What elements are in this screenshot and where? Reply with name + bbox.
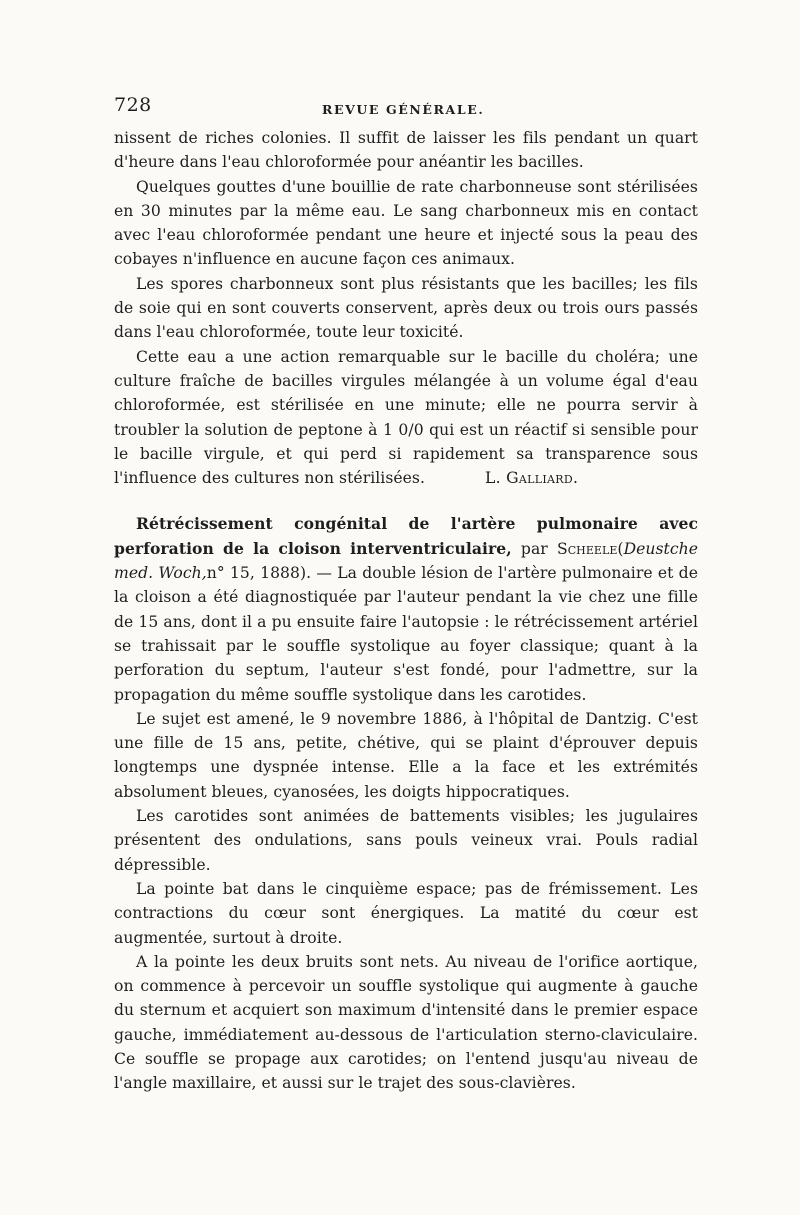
article-title: Rétrécissement congénital de l'artère pulmonaire avec perforation de la cloison interventriculaire,	[114, 514, 698, 558]
paragraph-text: Cette eau a une action remarquable sur le bacille du choléra; une culture fraîche de bacilles virgules mélangée à un volume égal d'eau chloroformée, est stérilisée en une minute; elle ne pourra servir à troubler la solution de peptone à 1 0/0 qui est un réactif si sensible pour le bacille virgule, et qui perd si rapidement sa transparence sous l'influence des cultures non stérilisées.	[114, 347, 698, 488]
article-author: Scheele	[556, 539, 618, 558]
paragraph: Le sujet est amené, le 9 novembre 1886, à l'hôpital de Dantzig. C'est une fille de 15 ans, petite, chétive, qui se plaint d'éprouver depuis longtemps une dyspnée intense. Elle a la face et les extrémités absolument bleues, cyanosées, les doigts hippocratiques.	[114, 709, 698, 801]
article-heading-paragraph	[114, 512, 698, 706]
paragraph	[114, 345, 698, 491]
running-header	[114, 94, 698, 126]
paragraph: A la pointe les deux bruits sont nets. Au niveau de l'orifice aortique, on commence à percevoir un souffle systolique qui augmente à gauche du sternum et acquiert son maximum d'intensité dans le premier espace gauche, immédiatement au-dessous de l'articulation sterno-claviculaire. Ce souffle se propage aux carotides; on l'entend jusqu'au niveau de l'angle maxillaire, et aussi sur le trajet des sous-clavières.	[114, 952, 698, 1093]
running-title: REVUE GÉNÉRALE.	[322, 102, 485, 117]
article-abstract: n° 15, 1888). — La double lésion de l'artère pulmonaire et de la cloison a été diagnostiquée par l'auteur pendant la vie chez une fille de 15 ans, dont il a pu ensuite faire l'autopsie : le rétrécissement artériel se trahissait par le souffle systolique au foyer classique; quant à la perforation du septum, l'auteur s'est fondé, pour l'admettre, sur la propagation du même souffle systolique dans les carotides.	[114, 564, 698, 704]
paragraph: La pointe bat dans le cinquième espace; pas de frémissement. Les contractions du cœur sont énergiques. La matité du cœur est augmentée, surtout à droite.	[114, 879, 698, 947]
citation-open: (	[617, 539, 624, 558]
page-number: 728	[114, 94, 152, 116]
article-by: par	[520, 539, 548, 558]
paragraph: Les carotides sont animées de battements visibles; les jugulaires présentent des ondulations, sans pouls veineux vrai. Pouls radial dépressible.	[114, 807, 698, 874]
book-page	[114, 94, 698, 1096]
paragraph: Quelques gouttes d'une bouillie de rate charbonneuse sont stérilisées en 30 minutes par la même eau. Le sang charbonneux mis en contact avec l'eau chloroformée pendant une heure et injecté sous la peau des cobayes n'influence en aucune façon ces animaux.	[114, 177, 698, 269]
paragraph: Les spores charbonneux sont plus résistants que les bacilles; les fils de soie qui en sont couverts conservent, après deux ou trois ours passés dans l'eau chloroformée, toute leur toxicité.	[114, 274, 698, 342]
author-signature: L. Galliard.	[485, 469, 579, 488]
journal-name: Deustche med. Woch,	[114, 539, 699, 583]
paragraph-continued: nissent de riches colonies. Il suffit de laisser les fils pendant un quart d'heure dans l'eau chloroformée pour anéantir les bacilles.	[114, 129, 698, 172]
